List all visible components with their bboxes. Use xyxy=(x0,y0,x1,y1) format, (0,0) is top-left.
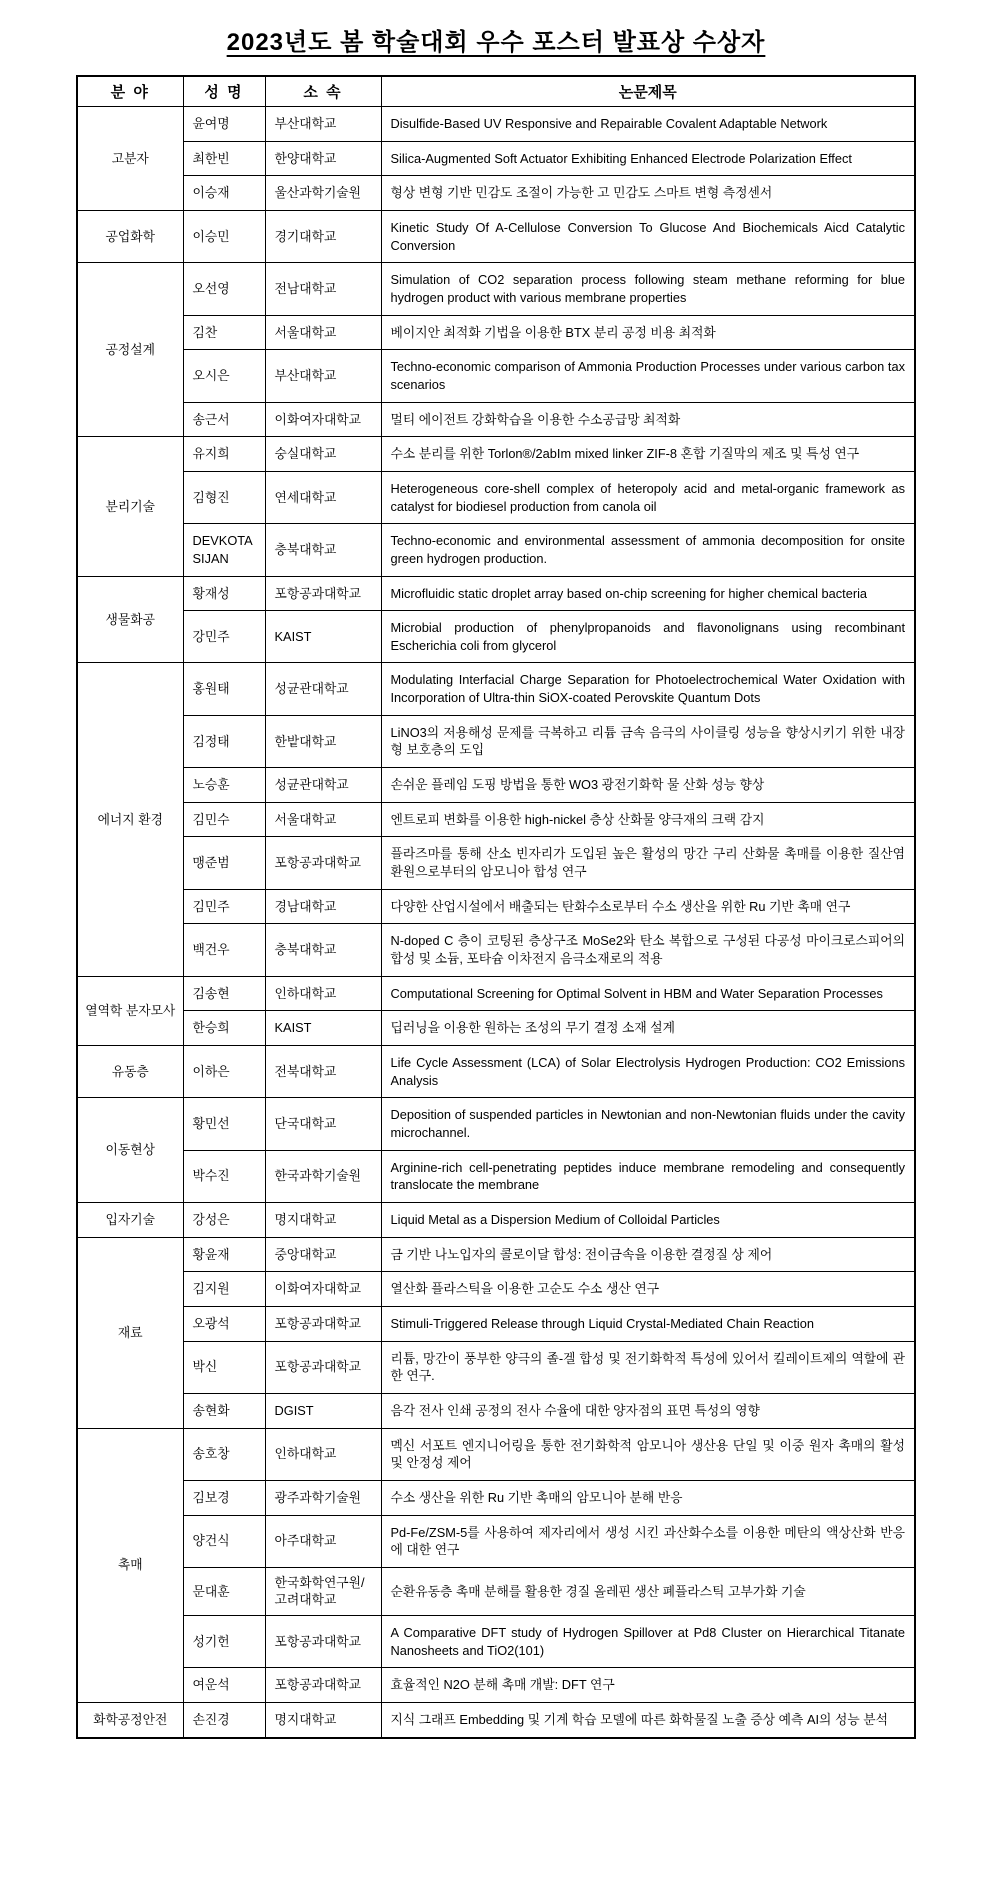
table-row xyxy=(77,1202,915,1237)
affiliation-cell: 한밭대학교 xyxy=(265,715,381,767)
winner-name-cell: 윤여명 xyxy=(183,107,265,142)
paper-title-cell: 멕신 서포트 엔지니어링을 통한 전기화학적 암모니아 생산용 단일 및 이중 원자 촉매의 활성 및 안정성 제어 xyxy=(381,1428,915,1480)
table-row xyxy=(77,1046,915,1098)
column-header-paper-title: 논문제목 xyxy=(381,76,915,107)
paper-title-cell: Modulating Interfacial Charge Separation for Photoelectrochemical Water Oxidation with Incorporation of Ultra-thin SiOX-coated Perovskite Quantum Dots xyxy=(381,663,915,715)
paper-title-cell: 리튬, 망간이 풍부한 양극의 졸-겔 합성 및 전기화학적 특성에 있어서 킬레이트제의 역할에 관한 연구. xyxy=(381,1341,915,1393)
winner-name-cell: 송현화 xyxy=(183,1393,265,1428)
table-row xyxy=(77,1393,915,1428)
affiliation-cell: 한국화학연구원/고려대학교 xyxy=(265,1567,381,1615)
affiliation-cell: 숭실대학교 xyxy=(265,437,381,472)
table-row xyxy=(77,1428,915,1480)
column-header-affiliation: 소 속 xyxy=(265,76,381,107)
winner-name-cell: 성기헌 xyxy=(183,1616,265,1668)
affiliation-cell: 이화여자대학교 xyxy=(265,1272,381,1307)
affiliation-cell: 명지대학교 xyxy=(265,1703,381,1738)
winner-name-cell: 김정태 xyxy=(183,715,265,767)
field-cell: 고분자 xyxy=(77,107,183,211)
table-row xyxy=(77,1098,915,1150)
affiliation-cell: 서울대학교 xyxy=(265,315,381,350)
winner-name-cell: 오광석 xyxy=(183,1306,265,1341)
field-cell: 재료 xyxy=(77,1237,183,1428)
table-row xyxy=(77,471,915,523)
field-cell: 입자기술 xyxy=(77,1202,183,1237)
table-row xyxy=(77,402,915,437)
affiliation-cell: 광주과학기술원 xyxy=(265,1480,381,1515)
affiliation-cell: 중앙대학교 xyxy=(265,1237,381,1272)
winner-name-cell: 한승희 xyxy=(183,1011,265,1046)
winner-name-cell: 홍원태 xyxy=(183,663,265,715)
paper-title-cell: 효율적인 N2O 분해 촉매 개발: DFT 연구 xyxy=(381,1668,915,1703)
winner-name-cell: 박수진 xyxy=(183,1150,265,1202)
field-cell: 분리기술 xyxy=(77,437,183,576)
table-row xyxy=(77,1011,915,1046)
winner-name-cell: 황윤재 xyxy=(183,1237,265,1272)
table-row xyxy=(77,1616,915,1668)
paper-title-cell: 형상 변형 기반 민감도 조절이 가능한 고 민감도 스마트 변형 측정센서 xyxy=(381,176,915,211)
table-row xyxy=(77,210,915,262)
winner-name-cell: 김보경 xyxy=(183,1480,265,1515)
paper-title-cell: 딥러닝을 이용한 원하는 조성의 무기 결정 소재 설계 xyxy=(381,1011,915,1046)
winner-name-cell: 김송현 xyxy=(183,976,265,1011)
affiliation-cell: 전남대학교 xyxy=(265,263,381,315)
table-row xyxy=(77,663,915,715)
column-header-name: 성 명 xyxy=(183,76,265,107)
table-row xyxy=(77,1668,915,1703)
paper-title-cell: Liquid Metal as a Dispersion Medium of Colloidal Particles xyxy=(381,1202,915,1237)
paper-title-cell: Deposition of suspended particles in Newtonian and non-Newtonian fluids under the cavity microchannel. xyxy=(381,1098,915,1150)
winner-name-cell: 유지희 xyxy=(183,437,265,472)
table-row xyxy=(77,924,915,976)
affiliation-cell: 충북대학교 xyxy=(265,924,381,976)
table-row xyxy=(77,889,915,924)
winner-name-cell: 이승재 xyxy=(183,176,265,211)
winner-name-cell: 백건우 xyxy=(183,924,265,976)
paper-title-cell: Stimuli-Triggered Release through Liquid Crystal-Mediated Chain Reaction xyxy=(381,1306,915,1341)
page-title: 2023년도 봄 학술대회 우수 포스터 발표상 수상자 xyxy=(226,29,766,56)
table-row xyxy=(77,107,915,142)
table-row xyxy=(77,141,915,176)
winner-name-cell: 황민선 xyxy=(183,1098,265,1150)
table-header-row xyxy=(77,76,915,107)
affiliation-cell: 인하대학교 xyxy=(265,1428,381,1480)
paper-title-cell: 음각 전사 인쇄 공정의 전사 수율에 대한 양자점의 표면 특성의 영향 xyxy=(381,1393,915,1428)
paper-title-cell: Microfluidic static droplet array based on-chip screening for higher chemical bacteria xyxy=(381,576,915,611)
paper-title-cell: Life Cycle Assessment (LCA) of Solar Electrolysis Hydrogen Production: CO2 Emissions Analysis xyxy=(381,1046,915,1098)
paper-title-cell: 손쉬운 플레임 도핑 방법을 통한 WO3 광전기화학 물 산화 성능 향상 xyxy=(381,768,915,803)
paper-title-cell: A Comparative DFT study of Hydrogen Spillover at Pd8 Cluster on Hierarchical Titanate Nanosheets and TiO2(101) xyxy=(381,1616,915,1668)
affiliation-cell: 한양대학교 xyxy=(265,141,381,176)
awards-table xyxy=(76,75,916,1739)
affiliation-cell: 포항공과대학교 xyxy=(265,1616,381,1668)
winner-name-cell: 김민주 xyxy=(183,889,265,924)
affiliation-cell: 한국과학기술원 xyxy=(265,1150,381,1202)
affiliation-cell: 서울대학교 xyxy=(265,802,381,837)
table-row xyxy=(77,524,915,576)
paper-title-cell: 수소 분리를 위한 Torlon®/2abIm mixed linker ZIF-8 혼합 기질막의 제조 및 특성 연구 xyxy=(381,437,915,472)
winner-name-cell: 이승민 xyxy=(183,210,265,262)
paper-title-cell: Microbial production of phenylpropanoids and flavonolignans using recombinant Escherichia coli from glycerol xyxy=(381,611,915,663)
paper-title-cell: 멀티 에이전트 강화학습을 이용한 수소공급망 최적화 xyxy=(381,402,915,437)
table-row xyxy=(77,611,915,663)
winner-name-cell: 오시은 xyxy=(183,350,265,402)
winner-name-cell: 박신 xyxy=(183,1341,265,1393)
affiliation-cell: 포항공과대학교 xyxy=(265,837,381,889)
winner-name-cell: 강민주 xyxy=(183,611,265,663)
paper-title-cell: 플라즈마를 통해 산소 빈자리가 도입된 높은 활성의 망간 구리 산화물 촉매를 이용한 질산염 환원으로부터의 암모니아 합성 연구 xyxy=(381,837,915,889)
affiliation-cell: 울산과학기술원 xyxy=(265,176,381,211)
winner-name-cell: 김민수 xyxy=(183,802,265,837)
affiliation-cell: 단국대학교 xyxy=(265,1098,381,1150)
paper-title-cell: 지식 그래프 Embedding 및 기계 학습 모델에 따른 화학물질 노출 증상 예측 AI의 성능 분석 xyxy=(381,1703,915,1738)
field-cell: 공업화학 xyxy=(77,210,183,262)
field-cell: 공정설계 xyxy=(77,263,183,437)
affiliation-cell: 연세대학교 xyxy=(265,471,381,523)
winner-name-cell: 이하은 xyxy=(183,1046,265,1098)
table-row xyxy=(77,976,915,1011)
affiliation-cell: 성균관대학교 xyxy=(265,768,381,803)
paper-title-cell: 열산화 플라스틱을 이용한 고순도 수소 생산 연구 xyxy=(381,1272,915,1307)
winner-name-cell: 맹준범 xyxy=(183,837,265,889)
paper-title-cell: Silica-Augmented Soft Actuator Exhibiting Enhanced Electrode Polarization Effect xyxy=(381,141,915,176)
affiliation-cell: KAIST xyxy=(265,1011,381,1046)
winner-name-cell: 송호창 xyxy=(183,1428,265,1480)
winner-name-cell: 김찬 xyxy=(183,315,265,350)
paper-title-cell: Techno-economic comparison of Ammonia Production Processes under various carbon tax scenarios xyxy=(381,350,915,402)
table-row xyxy=(77,176,915,211)
table-row xyxy=(77,1237,915,1272)
winner-name-cell: 최한빈 xyxy=(183,141,265,176)
paper-title-cell: 엔트로피 변화를 이용한 high-nickel 층상 산화물 양극재의 크랙 감지 xyxy=(381,802,915,837)
winner-name-cell: 오선영 xyxy=(183,263,265,315)
table-row xyxy=(77,350,915,402)
paper-title-cell: 수소 생산을 위한 Ru 기반 촉매의 암모니아 분해 반응 xyxy=(381,1480,915,1515)
winner-name-cell: 김지원 xyxy=(183,1272,265,1307)
table-row xyxy=(77,1341,915,1393)
table-row xyxy=(77,802,915,837)
paper-title-cell: 베이지안 최적화 기법을 이용한 BTX 분리 공정 비용 최적화 xyxy=(381,315,915,350)
affiliation-cell: 경기대학교 xyxy=(265,210,381,262)
winner-name-cell: 김형진 xyxy=(183,471,265,523)
winner-name-cell: 송근서 xyxy=(183,402,265,437)
field-cell: 유동층 xyxy=(77,1046,183,1098)
winner-name-cell: DEVKOTA SIJAN xyxy=(183,524,265,576)
affiliation-cell: 부산대학교 xyxy=(265,107,381,142)
affiliation-cell: 이화여자대학교 xyxy=(265,402,381,437)
paper-title-cell: Arginine-rich cell-penetrating peptides induce membrane remodeling and consequently translocate the membrane xyxy=(381,1150,915,1202)
paper-title-cell: Kinetic Study Of A-Cellulose Conversion To Glucose And Biochemicals Aicd Catalytic Conversion xyxy=(381,210,915,262)
winner-name-cell: 강성은 xyxy=(183,1202,265,1237)
paper-title-cell: 다양한 산업시설에서 배출되는 탄화수소로부터 수소 생산을 위한 Ru 기반 촉매 연구 xyxy=(381,889,915,924)
affiliation-cell: 경남대학교 xyxy=(265,889,381,924)
table-row xyxy=(77,1150,915,1202)
field-cell: 이동현상 xyxy=(77,1098,183,1203)
paper-title-cell: N-doped C 층이 코팅된 층상구조 MoSe2와 탄소 복합으로 구성된 다공성 마이크로스피어의 합성 및 소듐, 포타슘 이차전지 음극소재로의 적용 xyxy=(381,924,915,976)
table-row xyxy=(77,837,915,889)
affiliation-cell: 포항공과대학교 xyxy=(265,1306,381,1341)
paper-title-cell: 금 기반 나노입자의 콜로이달 합성: 전이금속을 이용한 결정질 상 제어 xyxy=(381,1237,915,1272)
field-cell: 열역학 분자모사 xyxy=(77,976,183,1045)
column-header-field: 분 야 xyxy=(77,76,183,107)
affiliation-cell: 아주대학교 xyxy=(265,1515,381,1567)
table-row xyxy=(77,1306,915,1341)
field-cell: 촉매 xyxy=(77,1428,183,1703)
table-row xyxy=(77,576,915,611)
table-row xyxy=(77,715,915,767)
affiliation-cell: 포항공과대학교 xyxy=(265,1341,381,1393)
affiliation-cell: 포항공과대학교 xyxy=(265,576,381,611)
winner-name-cell: 문대훈 xyxy=(183,1567,265,1615)
affiliation-cell: 인하대학교 xyxy=(265,976,381,1011)
paper-title-cell: 순환유동층 촉매 분해를 활용한 경질 올레핀 생산 폐플라스틱 고부가화 기술 xyxy=(381,1567,915,1615)
table-row xyxy=(77,1567,915,1615)
winner-name-cell: 양건식 xyxy=(183,1515,265,1567)
paper-title-cell: Simulation of CO2 separation process following steam methane reforming for blue hydrogen product with various membrane properties xyxy=(381,263,915,315)
affiliation-cell: DGIST xyxy=(265,1393,381,1428)
field-cell: 화학공정안전 xyxy=(77,1703,183,1738)
winner-name-cell: 황재성 xyxy=(183,576,265,611)
table-row xyxy=(77,263,915,315)
table-row xyxy=(77,1515,915,1567)
paper-title-cell: Disulfide-Based UV Responsive and Repairable Covalent Adaptable Network xyxy=(381,107,915,142)
field-cell: 생물화공 xyxy=(77,576,183,663)
affiliation-cell: 부산대학교 xyxy=(265,350,381,402)
table-row xyxy=(77,1480,915,1515)
affiliation-cell: 충북대학교 xyxy=(265,524,381,576)
paper-title-cell: Pd-Fe/ZSM-5를 사용하여 제자리에서 생성 시킨 과산화수소를 이용한 메탄의 액상산화 반응에 대한 연구 xyxy=(381,1515,915,1567)
affiliation-cell: 전북대학교 xyxy=(265,1046,381,1098)
paper-title-cell: LiNO3의 저용해성 문제를 극복하고 리튬 금속 음극의 사이클링 성능을 향상시키기 위한 내장형 보호층의 도입 xyxy=(381,715,915,767)
table-row xyxy=(77,315,915,350)
winner-name-cell: 여운석 xyxy=(183,1668,265,1703)
field-cell: 에너지 환경 xyxy=(77,663,183,976)
paper-title-cell: Techno-economic and environmental assessment of ammonia decomposition for onsite green hydrogen production. xyxy=(381,524,915,576)
affiliation-cell: 명지대학교 xyxy=(265,1202,381,1237)
affiliation-cell: 성균관대학교 xyxy=(265,663,381,715)
table-row xyxy=(77,768,915,803)
winner-name-cell: 손진경 xyxy=(183,1703,265,1738)
affiliation-cell: KAIST xyxy=(265,611,381,663)
table-row xyxy=(77,437,915,472)
winner-name-cell: 노승훈 xyxy=(183,768,265,803)
paper-title-cell: Heterogeneous core-shell complex of heteropoly acid and metal-organic framework as catalyst for biodiesel production from canola oil xyxy=(381,471,915,523)
table-row xyxy=(77,1703,915,1738)
affiliation-cell: 포항공과대학교 xyxy=(265,1668,381,1703)
table-row xyxy=(77,1272,915,1307)
paper-title-cell: Computational Screening for Optimal Solvent in HBM and Water Separation Processes xyxy=(381,976,915,1011)
